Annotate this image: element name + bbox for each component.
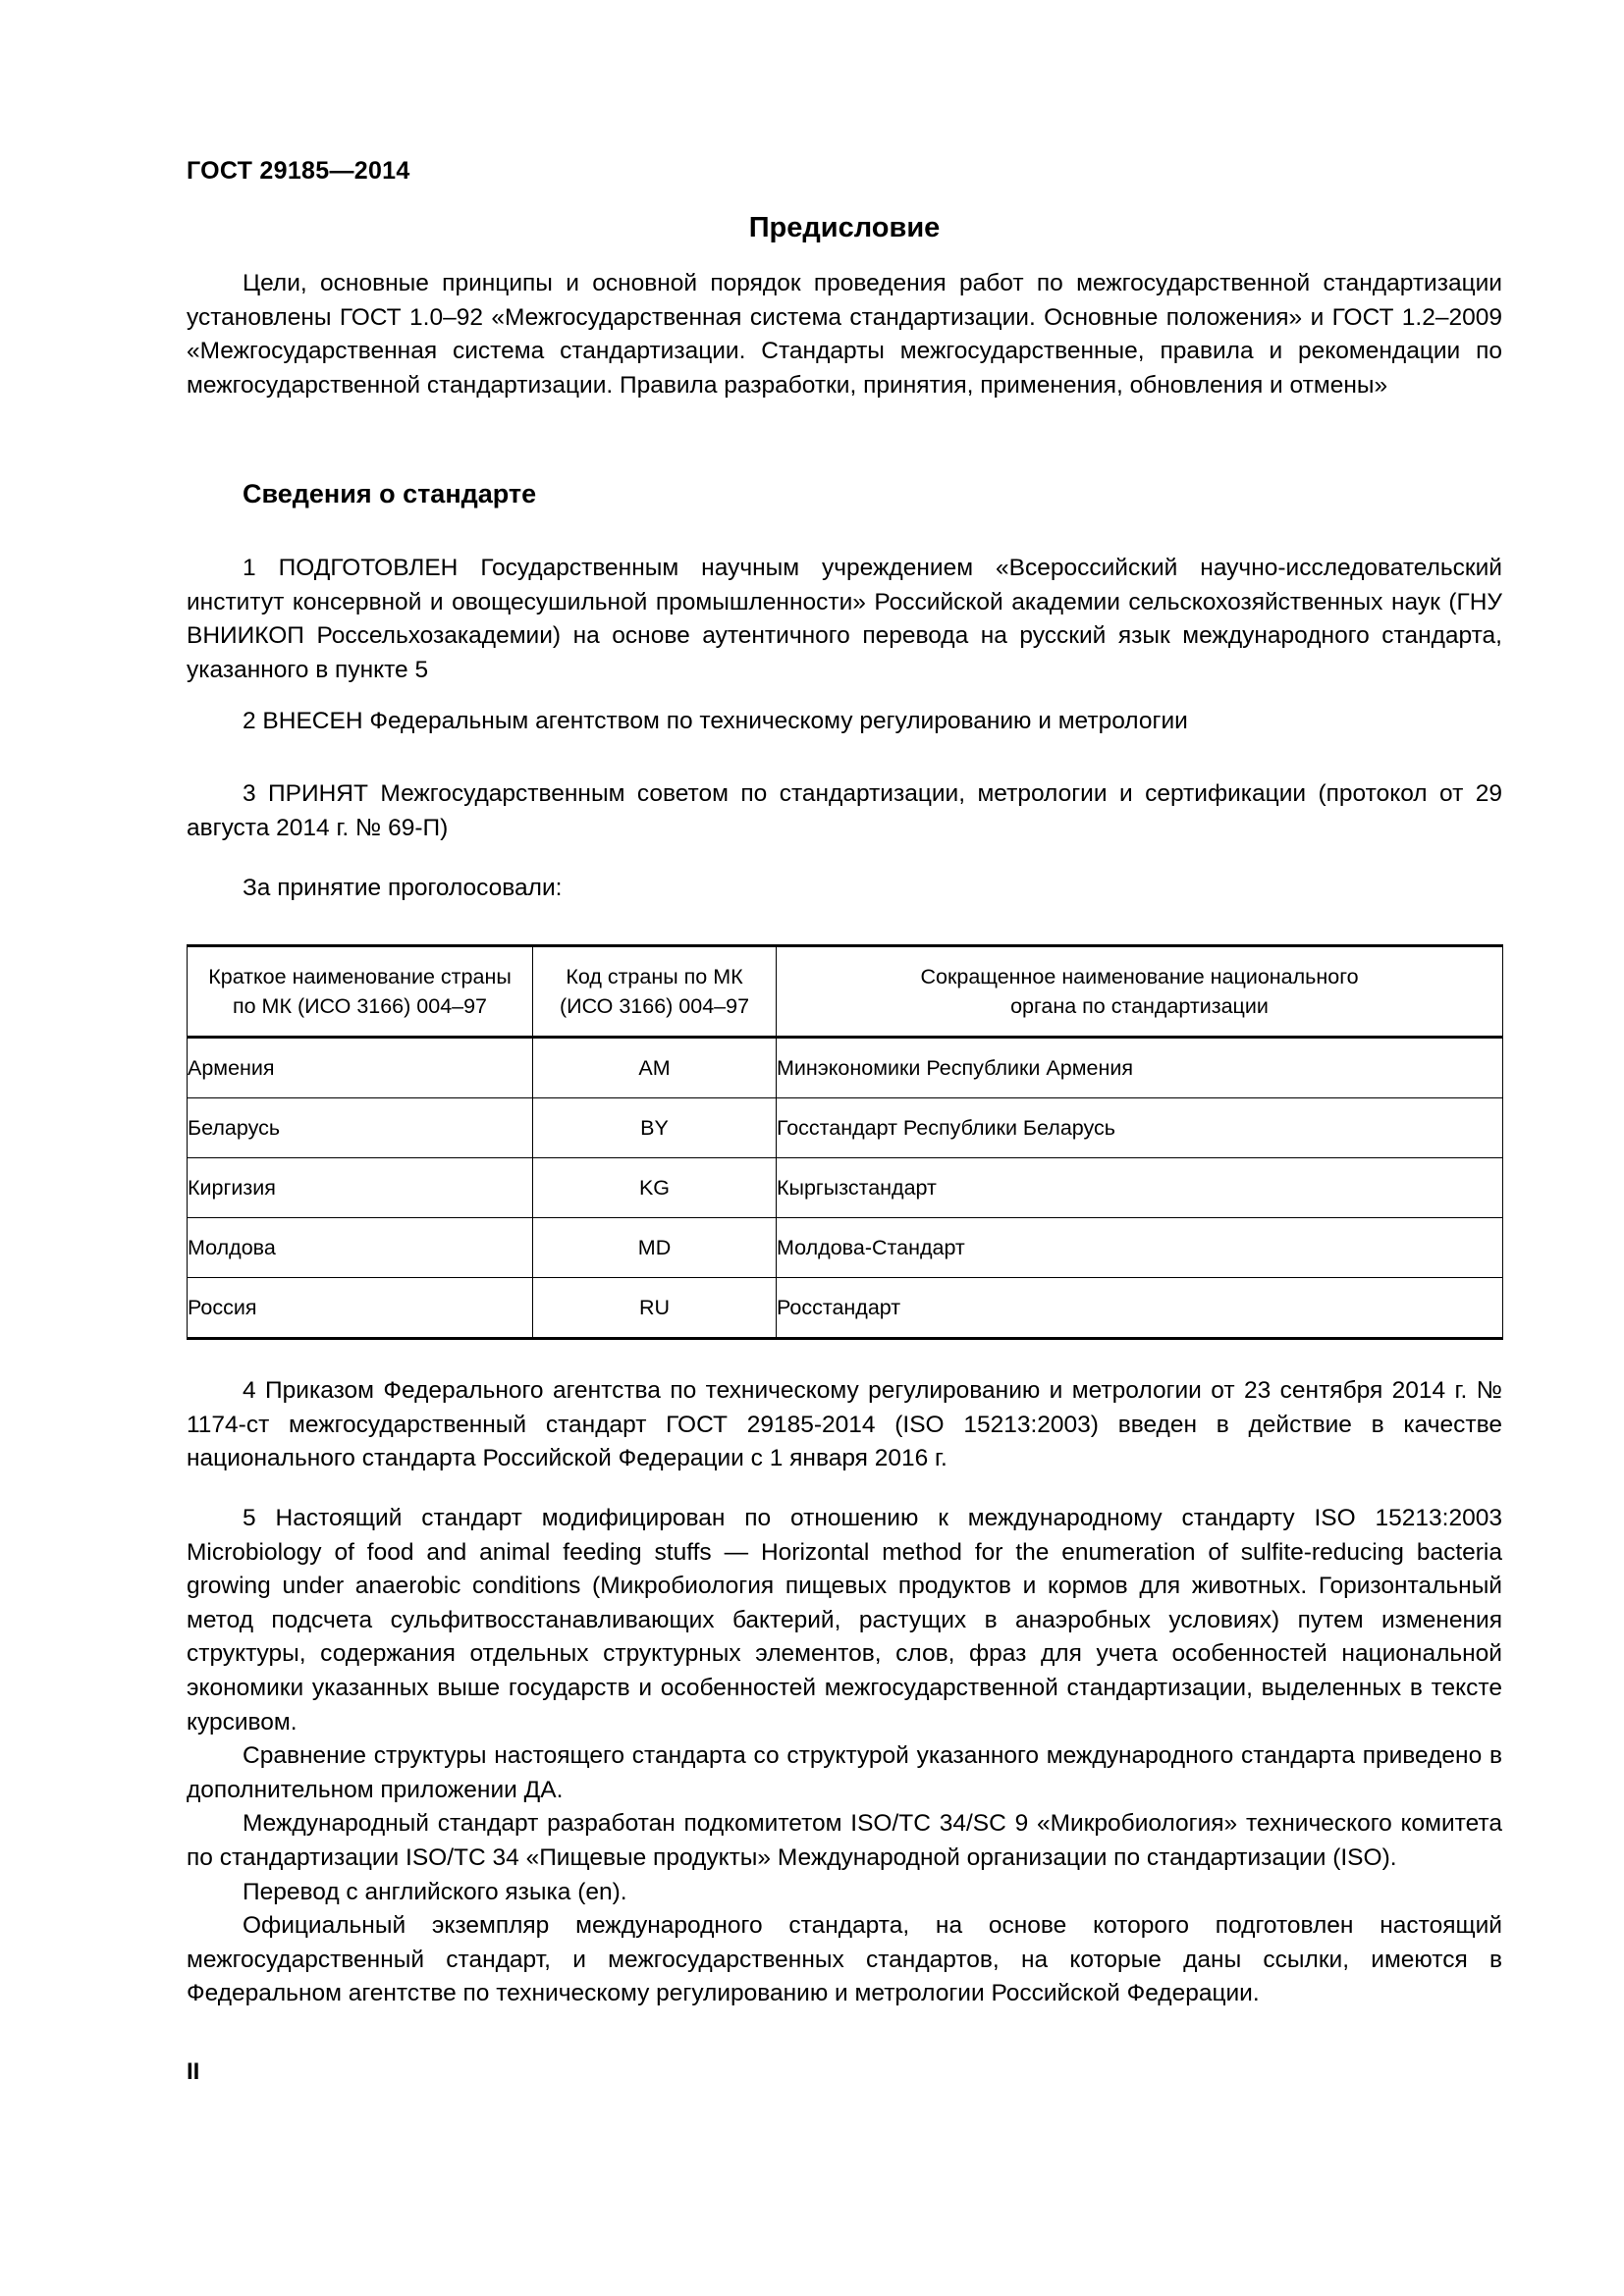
table-row	[188, 1218, 1503, 1278]
cell-code: MD	[533, 1218, 777, 1278]
paragraph-order-enacted: 4 Приказом Федерального агентства по техническому регулированию и метрологии от 23 сентября 2014 г. № 1174-ст межгосударственный стандарт ГОСТ 29185-2014 (ISO 15213:2003) введен в действие в качестве национального стандарта Российской Федерации с 1 января 2016 г.	[187, 1377, 1502, 1472]
cell-body: Кыргызстандарт	[777, 1158, 1503, 1218]
cell-body: Росстандарт	[777, 1278, 1503, 1339]
cell-country: Армения	[188, 1038, 533, 1098]
paragraph-official-copy: Официальный экземпляр международного стандарта, на основе которого подготовлен настоящий межгосударственный стандарт, и межгосударственных стандартов, на которые даны ссылки, имеются в Федеральном агентстве по техническому регулированию и метрологии Российской Федерации.	[187, 1912, 1502, 2007]
vote-table-head	[188, 946, 1503, 1038]
table-row	[188, 1098, 1503, 1158]
header-body	[777, 946, 1503, 1038]
table-row	[188, 1278, 1503, 1339]
paragraph-adopted-by: 3 ПРИНЯТ Межгосударственным советом по стандартизации, метрологии и сертификации (протокол от 29 августа 2014 г. № 69-П)	[187, 780, 1502, 841]
cell-country: Беларусь	[188, 1098, 533, 1158]
standard-info-item-3	[187, 777, 1502, 845]
paragraph-submitted-by: 2 ВНЕСЕН Федеральным агентством по техническому регулированию и метрологии	[243, 708, 1188, 734]
cell-body: Госстандарт Республики Беларусь	[777, 1098, 1503, 1158]
cell-code: AM	[533, 1038, 777, 1098]
standard-info-heading-block	[187, 479, 1502, 509]
cell-country: Россия	[188, 1278, 533, 1339]
header-body-line1: Сокращенное наименование национального	[920, 965, 1359, 988]
table-row	[188, 1158, 1503, 1218]
vote-intro-text: За принятие проголосовали:	[243, 875, 563, 901]
vote-table	[187, 944, 1503, 1340]
after-table-item-4	[187, 1374, 1502, 1476]
intro-paragraph: Цели, основные принципы и основной порядок проведения работ по межгосударственной стандартизации установлены ГОСТ 1.0–92 «Межгосударственная система стандартизации. Основные положения» и ГОСТ 1.2–2009 «Межгосударственная система стандартизации. Стандарты межгосударственные, правила и рекомендации по межгосударственной стандартизации. Правила разработки, принятия, применения, обновления и отмены»	[187, 270, 1502, 399]
cell-code: KG	[533, 1158, 777, 1218]
header-country	[188, 946, 533, 1038]
header-code-line1: Код страны по МК	[566, 965, 743, 988]
header-country-line1: Краткое наименование страны	[208, 965, 512, 988]
cell-body: Минэкономики Республики Армения	[777, 1038, 1503, 1098]
cell-country: Молдова	[188, 1218, 533, 1278]
paragraph-prepared-by: 1 ПОДГОТОВЛЕН Государственным научным учреждением «Всероссийский научно-исследовательский институт консервной и овощесушильной промышленности» Российской академии сельскохозяйственных наук (ГНУ ВНИИКОП Россельхозакадемии) на основе аутентичного перевода на русский язык международного стандарта, указанного в пункте 5	[187, 555, 1502, 683]
paragraph-structure-comparison: Сравнение структуры настоящего стандарта со структурой указанного международного стандарта приведено в дополнительном приложении ДА.	[187, 1742, 1502, 1803]
running-head: ГОСТ 29185—2014	[187, 157, 410, 185]
cell-code: BY	[533, 1098, 777, 1158]
cell-country: Киргизия	[188, 1158, 533, 1218]
header-country-line2: по МК (ИСО 3166) 004–97	[232, 994, 488, 1018]
header-code	[533, 946, 777, 1038]
table-header-row	[188, 946, 1503, 1038]
paragraph-iso-modification: 5 Настоящий стандарт модифицирован по отношению к международному стандарту ISO 15213:2003 Microbiology of food and animal feeding stuffs — Horizontal method for the enumeration of sulfite-reducing bacteria growing under anaerobic conditions (Микробиология пищевых продуктов и кормов для животных. Горизонтальный метод подсчета сульфитвосстанавливающих бактерий, растущих в анаэробных условиях) путем изменения структуры, содержания отдельных структурных элементов, слов, фраз для учета особенностей национальной экономики указанных выше государств и особенностей межгосударственной стандартизации, выделенных в тексте курсивом.	[187, 1505, 1502, 1735]
page-number: II	[187, 2058, 200, 2085]
page-title: Предисловие	[748, 212, 941, 243]
header-body-line2: органа по стандартизации	[1010, 994, 1269, 1018]
section-heading-standard-info: Сведения о стандарте	[243, 479, 537, 508]
standard-info-item-1	[187, 552, 1502, 687]
paragraph-iso-committee: Международный стандарт разработан подкомитетом ISO/TC 34/SC 9 «Микробиология» технического комитета по стандартизации ISO/TC 34 «Пищевые продукты» Международной организации по стандартизации (ISO).	[187, 1810, 1502, 1871]
standard-info-item-2	[187, 705, 1502, 739]
after-table-item-5	[187, 1502, 1502, 2011]
intro-block	[187, 267, 1502, 402]
cell-code: RU	[533, 1278, 777, 1339]
table-row	[188, 1038, 1503, 1098]
vote-intro-block	[187, 872, 1502, 906]
vote-table-body	[188, 1038, 1503, 1339]
cell-body: Молдова-Стандарт	[777, 1218, 1503, 1278]
paragraph-translation-language: Перевод с английского языка (en).	[243, 1878, 627, 1905]
header-code-line2: (ИСО 3166) 004–97	[559, 994, 750, 1018]
